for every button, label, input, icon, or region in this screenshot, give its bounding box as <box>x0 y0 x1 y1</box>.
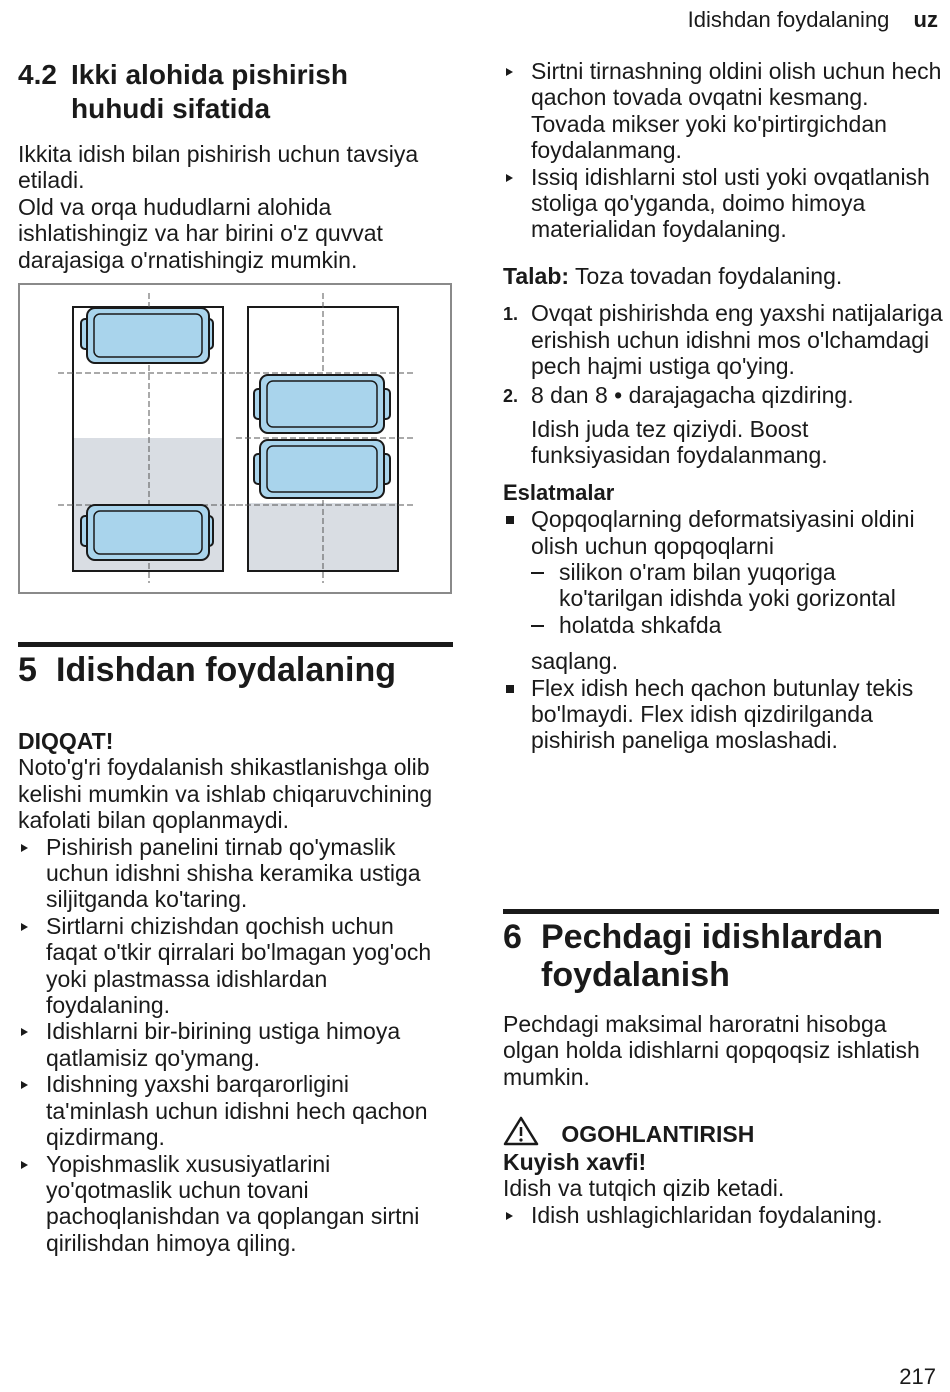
notice-text: Noto'g'ri foydalanish shikastlanishga olib kelishi mumkin va ishlab chiqaruvchining kafolati bilan qoplanmaydi. <box>18 754 433 834</box>
list-item: silikon o'ram bilan yuqoriga ko'tarilgan idishda yoki gorizontal <box>531 559 943 612</box>
warning-block <box>503 1116 939 1228</box>
list-item: Idishlarni bir-birining ustiga himoya qatlamisiz qo'ymang. <box>18 1018 450 1071</box>
page-number: 217 <box>899 1364 936 1389</box>
section-5-rule <box>18 642 453 647</box>
section-4-2-paragraph: Ikkita idish bilan pishirish uchun tavsiya etiladi. Old va orqa hududlarni alohida ishlatishingiz va har birini o'z quvvat darajasiga o'rnatishingiz mumkin. <box>18 141 419 273</box>
list-item: Flex idish hech qachon butunlay tekis bo'lmaydi. Flex idish qizdirilganda pishirish paneliga moslashadi. <box>503 675 943 754</box>
section-title: Idishdan foydalaning <box>56 651 397 689</box>
section-6-heading <box>503 918 939 994</box>
section-title-line2: huhudi sifatida <box>71 93 271 124</box>
steps-list <box>503 300 943 409</box>
note-continuation: saqlang. <box>531 648 618 675</box>
notice-bullets-continued <box>503 58 943 243</box>
pan-back-left <box>81 505 213 560</box>
running-header <box>688 7 938 33</box>
pan-middle-right-upper <box>254 375 390 433</box>
warning-label: OGOHLANTIRISH <box>561 1121 755 1147</box>
notice-bullets <box>18 834 450 1257</box>
step-number: 2. <box>503 386 519 407</box>
section-title-line2: foydalanish <box>541 956 730 994</box>
notes-list <box>503 506 943 754</box>
warning-triangle-icon <box>503 1116 539 1146</box>
cooktop-illustration <box>18 283 452 594</box>
step-text: Ovqat pishirishda eng yaxshi natijalariga erishish uchun idishni mos o'lchamdagi pech hajmi ustiga qo'ying. <box>531 300 943 380</box>
list-item: Yopishmaslik xususiyatlarini yo'qotmaslik uchun tovani pachoqlanishdan va qoplangan sirtni qirilishdan himoya qiling. <box>18 1151 450 1257</box>
right-column <box>503 58 943 754</box>
section-title-line1: Ikki alohida pishirish <box>71 59 348 90</box>
two-zone-diagram <box>18 283 452 594</box>
section-number: 5 <box>18 651 37 689</box>
section-title-line1: Pechdagi idishlardan <box>541 918 883 956</box>
list-item <box>503 506 943 674</box>
section-5-heading <box>18 651 453 689</box>
step-note: Idish juda tez qiziydi. Boost funksiyasidan foydalanmang. <box>531 415 828 469</box>
header-language: uz <box>913 7 938 32</box>
requirement-text: Toza tovadan foydalaning. <box>569 262 843 289</box>
section-number: 4.2 <box>18 59 57 90</box>
list-item: Issiq idishlarni stol usti yoki ovqatlanish stoliga qo'yganda, doimo himoya materialidan foydalaning. <box>503 164 943 243</box>
requirement <box>503 263 943 289</box>
notice-block <box>18 728 450 1256</box>
note-text: Qopqoqlarning deformatsiyasini oldini olish uchun qopqoqlarni <box>531 506 915 559</box>
step-number: 1. <box>503 304 519 325</box>
requirement-label: Talab: <box>503 262 570 289</box>
list-item: holatda shkafda <box>531 612 943 638</box>
section-number: 6 <box>503 918 522 956</box>
pan-middle-right-lower <box>254 440 390 498</box>
list-item: Pishirish panelini tirnab qo'ymaslik uchun idishni shisha keramika ustiga siljitganda ko'taring. <box>18 834 450 913</box>
subnotes-list <box>531 559 943 638</box>
hazard-text: Idish va tutqich qizib ketadi. <box>503 1175 785 1202</box>
list-item: Sirtlarni chizishdan qochish uchun faqat o'tkir qirralari bo'lmagan yog'och yoki plastmassa idishlardan foydalaning. <box>18 913 450 1019</box>
section-6-rule <box>503 909 939 914</box>
section-6-paragraph: Pechdagi maksimal haroratni hisobga olgan holda idishlarni qopqoqsiz ishlatish mumkin. <box>503 1011 920 1090</box>
pan-front-left <box>81 308 213 363</box>
notice-label: DIQQAT! <box>18 728 114 754</box>
step-item <box>503 300 943 379</box>
hazard-bullets <box>503 1202 939 1228</box>
notes-label: Eslatmalar <box>503 479 615 505</box>
warning-heading <box>503 1116 939 1149</box>
step-item <box>503 382 943 408</box>
list-item: Sirtni tirnashning oldini olish uchun hech qachon tovada ovqatni kesmang. Tovada mikser yoki ko'pirtirgichdan foydalanmang. <box>503 58 943 164</box>
section-4-2-heading <box>18 58 448 126</box>
list-item: Idish ushlagichlaridan foydalaning. <box>503 1202 939 1228</box>
header-section-title: Idishdan foydalaning <box>687 7 890 32</box>
step-text: 8 dan 8 • darajagacha qizdiring. <box>531 382 854 409</box>
hazard-title: Kuyish xavfi! <box>503 1149 647 1175</box>
list-item: Idishning yaxshi barqarorligini ta'minlash uchun idishni hech qachon qizdirmang. <box>18 1071 450 1150</box>
